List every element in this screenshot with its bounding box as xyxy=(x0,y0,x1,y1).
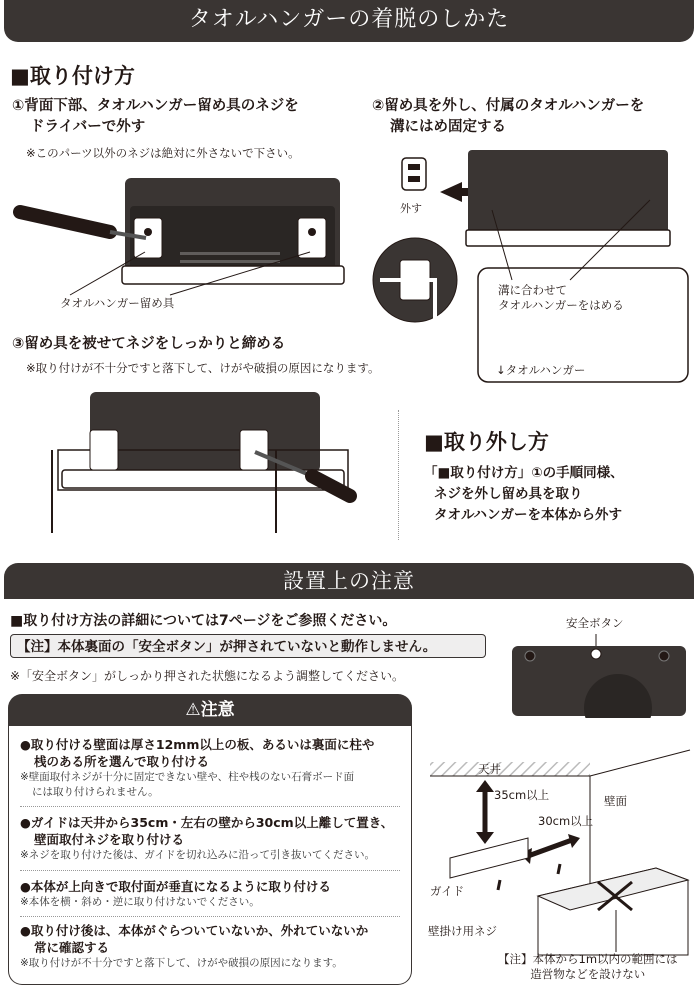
caution-item-1: ●取り付ける壁面は厚さ12mm以上の板、あるいは裏面に柱や 桟のある所を選んで取り付ける ※壁面取付ネジが十分に固定できない壁や、柱や桟のない石膏ボード面 には取り付けられません。 xyxy=(20,737,375,798)
step2-illustration xyxy=(370,150,690,390)
ceiling-label: 天井 xyxy=(478,762,501,776)
section-divider xyxy=(398,410,399,540)
screw-label: 壁掛け用ネジ xyxy=(428,924,497,938)
ref-line: ■取り付け方法の詳細については7ページをご参照ください。 xyxy=(10,613,397,629)
caution-header: ⚠注意 xyxy=(8,694,412,726)
distance-note: 【注】本体から1m以内の範囲には 造営物などを設けない xyxy=(498,952,678,981)
caution-separator xyxy=(20,870,400,871)
safety-button-illustration xyxy=(508,634,690,718)
placement-banner: 設置上の注意 xyxy=(4,563,694,599)
caution-item-4: ●取り付け後は、本体がぐらついていないか、外れていないか 常に確認する ※取り付けが不十分ですと落下して、けがや破損の原因になります。 xyxy=(20,923,369,969)
step2-callout: 溝に合わせて タオルハンガーをはめる xyxy=(498,283,624,312)
remove-text: 「■取り付け方」①の手順同様、 ネジを外し留め具を取り タオルハンガーを本体から外す xyxy=(424,465,624,523)
install-heading: ■取り付け方 xyxy=(10,64,135,88)
remove-clip-label: 外す xyxy=(400,202,422,215)
step3-text: ③留め具を被せてネジをしっかりと締める xyxy=(12,336,286,352)
step1-callout: タオルハンガー留め具 xyxy=(60,296,175,310)
caution-separator xyxy=(20,916,400,917)
remove-heading: ■取り外し方 xyxy=(424,430,549,454)
attention-box: 【注】本体裏面の「安全ボタン」が押されていないと動作しません。 xyxy=(10,634,486,658)
caution-item-2: ●ガイドは天井から35cm・左右の壁から30cm以上離して置き、 壁面取付ネジを取り付ける ※ネジを取り付けた後は、ガイドを切れ込みに沿って引き抜いてください。 xyxy=(20,815,394,861)
wall-label: 壁面 xyxy=(604,794,627,808)
step1-text: ①背面下部、タオルハンガー留め具のネジを ドライバーで外す xyxy=(12,98,299,135)
wall-distance: 30cm以上 xyxy=(538,814,594,828)
step2-text: ②留め具を外し、付属のタオルハンガーを 溝にはめ固定する xyxy=(372,98,645,135)
step3-note: ※取り付けが不十分ですと落下して、けがや破損の原因になります。 xyxy=(26,361,380,375)
guide-label: ガイド xyxy=(430,884,465,898)
step2-hanger-label: ↓タオルハンガー xyxy=(496,363,586,377)
caution-separator xyxy=(20,806,400,807)
step1-note: ※このパーツ以外のネジは絶対に外さないで下さい。 xyxy=(26,146,300,160)
safety-button-label: 安全ボタン xyxy=(566,616,624,630)
step3-illustration xyxy=(50,388,360,538)
caution-item-3: ●本体が上向きで取付面が垂直になるように取り付ける ※本体を横・斜め・逆に取り付けないでください。 xyxy=(20,879,331,908)
top-banner: タオルハンガーの着脱のしかた xyxy=(4,0,694,42)
adjust-note: ※「安全ボタン」がしっかり押された状態になるよう調整してください。 xyxy=(10,669,405,683)
ceiling-distance: 35cm以上 xyxy=(494,788,550,802)
step1-illustration xyxy=(10,170,350,310)
